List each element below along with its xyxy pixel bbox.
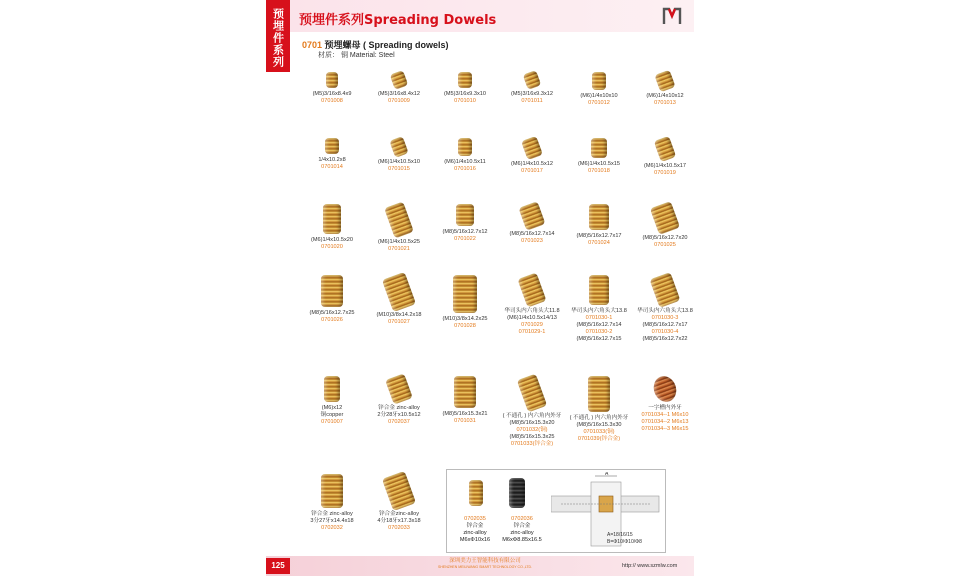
- dowel-image: [589, 204, 609, 230]
- product-spec: (M10)3/8x14.2x18: [376, 312, 422, 318]
- dowel-image: [382, 471, 416, 511]
- dowel-image: [384, 202, 414, 239]
- product-code: 0701014: [321, 164, 343, 170]
- product-code: 0701026: [321, 317, 343, 323]
- website-url: http:// www.szmlw.com: [622, 563, 678, 569]
- dowel-image: [588, 376, 610, 412]
- product-spec: (M8)5/16x15.3x21: [442, 411, 488, 417]
- dowel-image: [518, 201, 545, 230]
- box-item-a-code: 0702035: [464, 516, 486, 522]
- side-tab: [266, 0, 290, 72]
- product-item: [566, 138, 632, 175]
- product-item: [632, 138, 694, 177]
- company-name: [438, 558, 532, 570]
- product-spec: 华司头内六角头大13.8: [571, 308, 627, 314]
- diagram-note-2: B=Φ10/Φ10/Φ8: [607, 539, 642, 545]
- dowel-image: [650, 201, 680, 235]
- product-item: [366, 474, 432, 532]
- product-code: 0702033: [388, 525, 410, 531]
- product-spec: (M6)1/4x10.5x12: [511, 161, 553, 167]
- product-item: [366, 275, 432, 326]
- product-item: [366, 204, 432, 253]
- section-code: 0701: [302, 40, 323, 50]
- box-item-b-l3: M6xΦ8.85x16.5: [502, 537, 542, 543]
- product-spec: (M6)1/4x10.5x15: [578, 161, 620, 167]
- product-item: [432, 72, 498, 105]
- page-number: 125: [266, 558, 290, 574]
- dowel-image: [517, 374, 547, 413]
- dowel-image: [456, 204, 474, 226]
- page-title: 预埋件系列Spreading Dowels: [299, 13, 497, 28]
- product-code: 0701011: [521, 98, 543, 104]
- product-item: [366, 138, 432, 173]
- dowel-image: [654, 70, 675, 92]
- product-code: 0701029: [521, 322, 543, 328]
- box-item-a: [451, 516, 499, 544]
- product-spec: 1/4x10.2x8: [318, 157, 346, 163]
- product-code: 0702037: [388, 419, 410, 425]
- product-code: 0701016: [454, 166, 476, 172]
- product-item: [299, 138, 365, 171]
- product-spec: (M5)3/16x9.3x10: [444, 91, 486, 97]
- product-code: 0701030-1: [585, 315, 613, 321]
- product-item: [366, 376, 432, 426]
- product-spec: (M8)5/16x12.7x20: [642, 235, 688, 241]
- product-code: 0701020: [321, 244, 343, 250]
- product-spec: 锌合金 zinc-alloy: [311, 511, 353, 517]
- box-item-b-l2: zinc-alloy: [510, 530, 534, 536]
- product-spec: 2分28牙x10.5x12: [377, 412, 421, 418]
- product-code: 0701008: [321, 98, 343, 104]
- product-code: 0701009: [388, 98, 410, 104]
- brand-logo-icon: [662, 6, 682, 26]
- header: [290, 0, 694, 32]
- dowel-image: [390, 70, 409, 90]
- dowel-image: [321, 474, 343, 508]
- product-spec: (M5)3/16x8.4x9: [312, 91, 352, 97]
- product-item: [299, 376, 365, 426]
- product-spec: (M6)1/4x10.5x20: [311, 237, 353, 243]
- diagram-note-1: A=18/16/15: [607, 532, 633, 538]
- product-code: 0701033(铜): [583, 429, 615, 435]
- product-item: [499, 376, 565, 448]
- product-spec: (M5)3/16x8.4x12: [378, 91, 420, 97]
- product-spec: 铜copper: [320, 412, 344, 418]
- product-code: 0701027: [388, 319, 410, 325]
- product-code: 0701025: [654, 242, 676, 248]
- dowel-image: [325, 138, 339, 154]
- product-spec: ( 不通孔 ) 内六角内外牙: [569, 415, 629, 421]
- product-code: 0701022: [454, 236, 476, 242]
- dowel-image: [385, 373, 413, 404]
- product-spec: (M8)5/16x12.7x17: [576, 233, 622, 239]
- product-code: 0701034--1 M6x10: [641, 412, 689, 418]
- product-spec: (M6)x12: [321, 405, 343, 411]
- product-spec: ( 不通孔 ) 内六角内外牙: [502, 413, 562, 419]
- dark-dowel-b: [509, 478, 525, 508]
- product-item: [499, 138, 565, 175]
- diagram-label-a: A: [605, 472, 609, 477]
- dowel-image: [592, 72, 606, 90]
- feature-box: [446, 469, 666, 553]
- product-code: 0701034--3 M6x15: [641, 426, 689, 432]
- product-spec: (M8)5/16x15.3x20: [509, 420, 555, 426]
- box-item-b: [495, 516, 549, 544]
- dowel-image: [389, 136, 408, 158]
- product-spec: (M6)1/4x10.5x17: [644, 163, 686, 169]
- product-item: [299, 204, 365, 251]
- product-item: [632, 376, 694, 433]
- product-item: [632, 72, 694, 107]
- dowel-image: [654, 136, 677, 162]
- product-item: [499, 275, 565, 336]
- product-code: 0701034--2 M6x13: [641, 419, 689, 425]
- product-code: 0701030-3: [651, 315, 679, 321]
- product-spec: 锌合金 zinc-alloy: [378, 405, 420, 411]
- catalog-page: [266, 0, 694, 576]
- product-code: 0701031: [454, 418, 476, 424]
- product-item: [432, 376, 498, 425]
- product-code: 0701039(锌合金): [577, 436, 621, 442]
- dowel-image: [324, 376, 340, 402]
- product-code: 0701015: [388, 166, 410, 172]
- product-spec: 锌合金zinc-alloy: [378, 511, 420, 517]
- dowel-image: [326, 72, 338, 88]
- product-spec: (M8)5/16x12.7x25: [309, 310, 355, 316]
- product-code: 0701021: [388, 246, 410, 252]
- dowel-image: [454, 376, 476, 408]
- product-item: [299, 474, 365, 532]
- product-item: [499, 72, 565, 105]
- product-spec: (M6)1/4x10x10: [580, 93, 618, 99]
- box-item-a-l2: zinc-alloy: [463, 530, 487, 536]
- product-spec: 4分18牙x17.3x18: [377, 518, 421, 524]
- dowel-image: [523, 70, 542, 90]
- product-code: 0701030-4: [651, 329, 679, 335]
- product-item: [299, 275, 365, 324]
- product-spec: (M6)1/4x10.5x14/13: [507, 315, 557, 321]
- product-spec: 华司头内六角头大11.8: [504, 308, 560, 314]
- product-code: 0701013: [654, 100, 676, 106]
- product-item: [566, 204, 632, 247]
- product-spec: (M6)1/4x10.5x25: [378, 239, 420, 245]
- product-code: 0701017: [521, 168, 543, 174]
- product-item: [432, 204, 498, 243]
- product-item: [432, 138, 498, 173]
- section-name: 预埋螺母 ( Spreading dowels): [322, 40, 449, 50]
- product-code: 0701032(铜): [516, 427, 548, 433]
- product-item: [566, 376, 632, 443]
- product-spec: (M8)5/16x12.7x14: [509, 231, 555, 237]
- box-item-b-code: 0702036: [511, 516, 533, 522]
- side-tab-text: 预埋件系列: [271, 8, 285, 68]
- product-item: [299, 72, 365, 105]
- product-item: [632, 275, 694, 343]
- dowel-image: [458, 72, 472, 88]
- product-item: [432, 275, 498, 330]
- product-code: 0701029-1: [518, 329, 546, 335]
- product-spec: (M8)5/16x15.3x25: [509, 434, 555, 440]
- box-item-b-l1: 锌合金: [513, 523, 531, 529]
- product-spec: (M6)1/4x10.5x11: [444, 159, 486, 165]
- product-spec: (M8)5/16x12.7x12: [442, 229, 488, 235]
- product-code: 0702032: [321, 525, 343, 531]
- dowel-image: [323, 204, 341, 234]
- product-code: 0701030-2: [585, 329, 613, 335]
- product-spec: (M8)5/16x12.7x22: [642, 336, 688, 342]
- dowel-image: [382, 272, 416, 312]
- product-item: [566, 275, 632, 343]
- dowel-image: [650, 272, 681, 308]
- dowel-image: [650, 373, 680, 405]
- product-spec: 一字槽内外牙: [648, 405, 682, 411]
- material-line: 材质： 铜 Material: Steel: [318, 52, 395, 59]
- product-spec: (M5)3/16x9.3x12: [511, 91, 553, 97]
- company-cn: 深圳美力王智能科技有限公司: [449, 558, 521, 564]
- product-item: [566, 72, 632, 107]
- product-code: 0701024: [588, 240, 610, 246]
- footer: [266, 556, 694, 576]
- product-spec: 华司头内六角头大13.8: [637, 308, 693, 314]
- dark-dowel-a: [469, 480, 483, 506]
- dowel-image: [458, 138, 472, 156]
- product-spec: (M8)5/16x12.7x17: [642, 322, 688, 328]
- product-spec: (M8)5/16x12.7x14: [576, 322, 622, 328]
- dowel-image: [521, 136, 543, 160]
- product-code: 0701033(锌合金): [510, 441, 554, 447]
- installation-diagram: [551, 472, 661, 550]
- product-item: [366, 72, 432, 105]
- product-spec: (M8)5/16x12.7x15: [576, 336, 622, 342]
- company-en: SHENZHEN MEILIWANG SMART TECHNOLOGY CO.,LTD.: [438, 565, 533, 569]
- dowel-image: [321, 275, 343, 307]
- box-item-a-l3: M6xΦ10x16: [459, 537, 491, 543]
- product-code: 0701012: [588, 100, 610, 106]
- product-spec: (M10)3/8x14.2x25: [442, 316, 488, 322]
- product-code: 0701023: [521, 238, 543, 244]
- product-spec: 3分27牙x14.4x18: [310, 518, 354, 524]
- product-item: [632, 204, 694, 249]
- product-spec: (M8)5/16x15.3x30: [576, 422, 622, 428]
- product-code: 0701028: [454, 323, 476, 329]
- product-code: 0701010: [454, 98, 476, 104]
- product-spec: (M6)1/4x10.5x10: [378, 159, 420, 165]
- box-item-a-l1: 锌合金: [466, 523, 484, 529]
- dowel-image: [453, 275, 477, 313]
- product-item: [499, 204, 565, 245]
- product-code: 0701007: [321, 419, 343, 425]
- dowel-image: [517, 272, 546, 307]
- dowel-image: [589, 275, 609, 305]
- product-spec: (M6)1/4x10x12: [646, 93, 684, 99]
- product-code: 0701019: [654, 170, 676, 176]
- dowel-image: [591, 138, 607, 158]
- product-code: 0701018: [588, 168, 610, 174]
